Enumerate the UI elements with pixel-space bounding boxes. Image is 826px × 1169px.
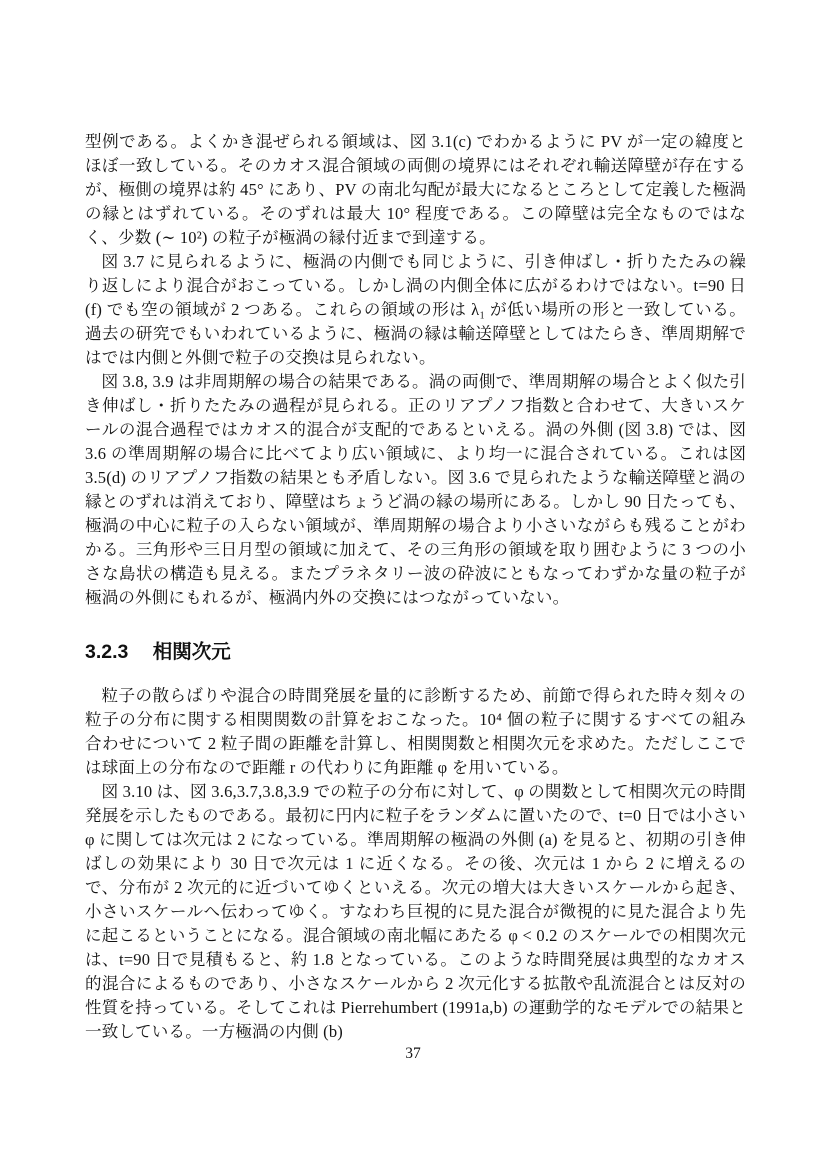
paragraph: 図 3.7 に見られるように、極渦の内側でも同じように、引き伸ばし・折りたたみの繰り返しにより混合がおこっている。しかし渦の内側全体に広がるわけではない。t=90 日 (f) でも空の領域が 2 つある。これらの領域の形は λ₁ が低い場所の形と一致している。過去の研究でもいわれているように、極渦の縁は輸送障壁としてはたらき、準周期解ではでは内側と外側で粒子の交換は見られない。 [85,252,746,367]
section-number: 3.2.3 [85,641,129,663]
paragraph: 図 3.8, 3.9 は非周期解の場合の結果である。渦の両側で、準周期解の場合とよく似た引き伸ばし・折りたたみの過程が見られる。正のリアプノフ指数と合わせて、大きいスケールの混合過程ではカオス的混合が支配的であるといえる。渦の外側 (図 3.8) では、図 3.6 の準周期解の場合に比べてより広い領域に、より均一に混合されている。これは図 3.5(d) のリアプノフ指数の結果とも矛盾しない。図 3.6 で見られたような輸送障壁と渦の縁とのずれは消えており、障壁はちょうど渦の縁の場所にある。しかし 90 日たっても、極渦の中心に粒子の入らない領域が、準周期解の場合より小さいながらも残ることがわかる。三角形や三日月型の領域に加えて、その三角形の領域を取り囲むように 3 つの小さな島状の構造も見える。またプラネタリー波の砕波にともなってわずかな量の粒子が極渦の外側にもれるが、極渦内外の交換にはつながっていない。 [85,372,746,607]
paragraph: 図 3.10 は、図 3.6,3.7,3.8,3.9 での粒子の分布に対して、φ の関数として相関次元の時間発展を示したものである。最初に円内に粒子をランダムに置いたので、t=0 日では小さい φ に関しては次元は 2 になっている。準周期解の極渦の外側 (a) を見ると、初期の引き伸ばしの効果により 30 日で次元は 1 に近くなる。その後、次元は 1 から 2 に増えるので、分布が 2 次元的に近づいてゆくといえる。次元の増大は大きいスケールから起き、小さいスケールへ伝わってゆく。すなわち巨視的に見た混合が微視的に見た混合より先に起こるということになる。混合領域の南北幅にあたる φ < 0.2 のスケールでの相関次元は、t=90 日で見積もると、約 1.8 となっている。このような時間発展は典型的なカオス的混合によるものであり、小さなスケールから 2 次元化する拡散や乱流混合とは反対の性質を持っている。そしてこれは Pierrehumbert (1991a,b) の運動学的なモデルでの結果と一致している。一方極渦の内側 (b) [85,782,746,1041]
text-column [85,130,746,1044]
page-number: 37 [405,1045,421,1062]
paragraph-continuation: 型例である。よくかき混ぜられる領域は、図 3.1(c) でわかるように PV が一定の緯度とほぼ一致している。そのカオス混合領域の両側の境界にはそれぞれ輸送障壁が存在するが、極側の境界は約 45° にあり、PV の南北勾配が最大になるところとして定義した極渦の縁とはずれている。そのずれは最大 10° 程度である。この障壁は完全なものではなく、少数 (∼ 10²) の粒子が極渦の縁付近まで到達する。 [85,132,746,247]
section-title: 相関次元 [152,641,231,663]
section-heading [85,639,746,665]
paragraph: 粒子の散らばりや混合の時間発展を量的に診断するため、前節で得られた時々刻々の粒子の分布に関する相関関数の計算をおこなった。10⁴ 個の粒子に関するすべての組み合わせについて 2 粒子間の距離を計算し、相関関数と相関次元を求めた。ただしここでは球面上の分布なので距離 r の代わりに角距離 φ を用いている。 [85,686,746,777]
